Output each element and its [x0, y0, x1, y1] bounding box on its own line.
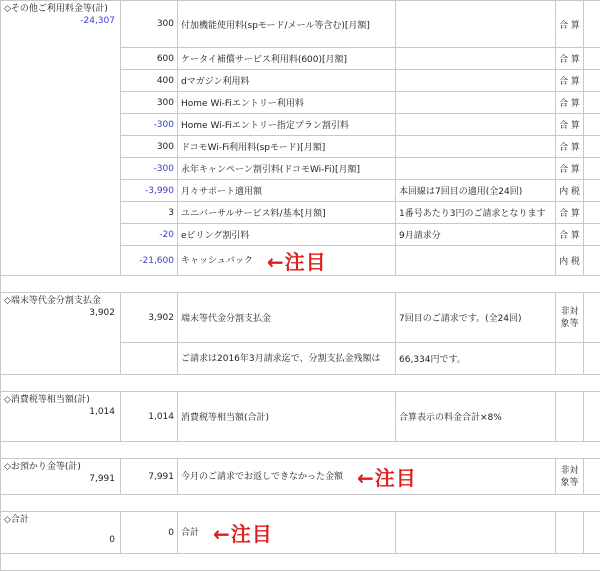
item-name: ユニバーサルサービス料/基本[月額]: [178, 202, 396, 224]
item-note: [396, 48, 556, 70]
item-name: Home Wi-Fiエントリー利用料: [178, 92, 396, 114]
amount: 3: [121, 202, 178, 224]
amount: 400: [121, 70, 178, 92]
item-name: 付加機能使用料(spモード/メール等含む)[月額]: [178, 1, 396, 48]
amount: 300: [121, 1, 178, 48]
section-total: 1,014: [4, 406, 117, 418]
item-name: eビリング割引料: [178, 224, 396, 246]
section-title: ◇お預かり金等(計): [4, 461, 117, 473]
spacer-row: [1, 276, 600, 293]
remaining-balance-value: 66,334円です。: [396, 343, 556, 375]
amount: -300: [121, 158, 178, 180]
item-note: 合算表示の料金合計×8%: [396, 392, 556, 442]
attention-annotation: ←注目: [357, 466, 417, 490]
item-note: [396, 246, 556, 276]
amount: 0: [121, 512, 178, 554]
tax-type: 内 税: [556, 246, 584, 276]
spacer-row: [1, 495, 600, 512]
item-note: 本回線は7回目の適用(全24回): [396, 180, 556, 202]
section-other: [1, 1, 121, 276]
tax-type: 合 算: [556, 48, 584, 70]
amount: 1,014: [121, 392, 178, 442]
item-name: [178, 512, 396, 554]
section-sum: [1, 512, 121, 554]
spacer-row: [1, 554, 600, 571]
item-note: [396, 136, 556, 158]
attention-annotation: ←注目: [267, 250, 327, 274]
item-name: [178, 246, 396, 276]
spacer-row: [1, 375, 600, 392]
tax-type: 内 税: [556, 180, 584, 202]
amount: 600: [121, 48, 178, 70]
tax-type: 合 算: [556, 114, 584, 136]
tax-type: [556, 392, 584, 442]
section-tax: [1, 392, 121, 442]
tax-type: 合 算: [556, 92, 584, 114]
item-note: [396, 114, 556, 136]
amount: -20: [121, 224, 178, 246]
item-name: dマガジン利用料: [178, 70, 396, 92]
remaining-balance-text: ご請求は2016年3月請求迄で、分割支払金残額は: [178, 343, 396, 375]
section-total: 3,902: [4, 307, 117, 319]
section-title: ◇合計: [4, 514, 117, 526]
item-note: 9月請求分: [396, 224, 556, 246]
tax-type: 合 算: [556, 158, 584, 180]
tax-type: 合 算: [556, 224, 584, 246]
amount: -300: [121, 114, 178, 136]
tax-type: 合 算: [556, 1, 584, 48]
item-name: 永年キャンペーン割引料(ドコモWi-Fi)[月額]: [178, 158, 396, 180]
amount: 3,902: [121, 293, 178, 343]
section-title: ◇端末等代金分割支払金: [4, 295, 117, 307]
amount: 7,991: [121, 459, 178, 495]
section-installment: [1, 293, 121, 375]
tax-type: 合 算: [556, 202, 584, 224]
item-name: ドコモWi-Fi利用料(spモード)[月額]: [178, 136, 396, 158]
item-note: [396, 70, 556, 92]
item-name-text: キャッシュバック: [181, 256, 253, 266]
item-name: 端末等代金分割支払金: [178, 293, 396, 343]
item-name-text: 合計: [181, 528, 199, 538]
item-note: [396, 158, 556, 180]
section-total: 7,991: [4, 473, 117, 485]
item-name: Home Wi-Fiエントリー指定プラン割引料: [178, 114, 396, 136]
section-title: ◇その他ご利用料金等(計): [4, 3, 117, 15]
item-note: [396, 92, 556, 114]
tax-type: 合 算: [556, 70, 584, 92]
section-total: -24,307: [4, 15, 117, 27]
tax-type: 合 算: [556, 136, 584, 158]
tax-type: 非対象等: [556, 293, 584, 343]
section-total: 0: [4, 534, 117, 546]
item-name: 月々サポート適用額: [178, 180, 396, 202]
section-title: ◇消費税等相当額(計): [4, 394, 117, 406]
section-deposit: [1, 459, 121, 495]
amount: -21,600: [121, 246, 178, 276]
amount: -3,990: [121, 180, 178, 202]
item-note: 7回目のご請求です。(全24回): [396, 293, 556, 343]
amount: 300: [121, 136, 178, 158]
item-name: 消費税等相当額(合計): [178, 392, 396, 442]
item-note: [396, 1, 556, 48]
item-note: 1番号あたり3円のご請求となります: [396, 202, 556, 224]
item-name: ケータイ補償サービス利用料(600)[月額]: [178, 48, 396, 70]
spacer-row: [1, 442, 600, 459]
amount: 300: [121, 92, 178, 114]
attention-annotation: ←注目: [213, 522, 273, 546]
tax-type: 非対象等: [556, 459, 584, 495]
item-name: [178, 459, 556, 495]
item-name-text: 今月のご請求でお返しできなかった金額: [181, 472, 343, 482]
